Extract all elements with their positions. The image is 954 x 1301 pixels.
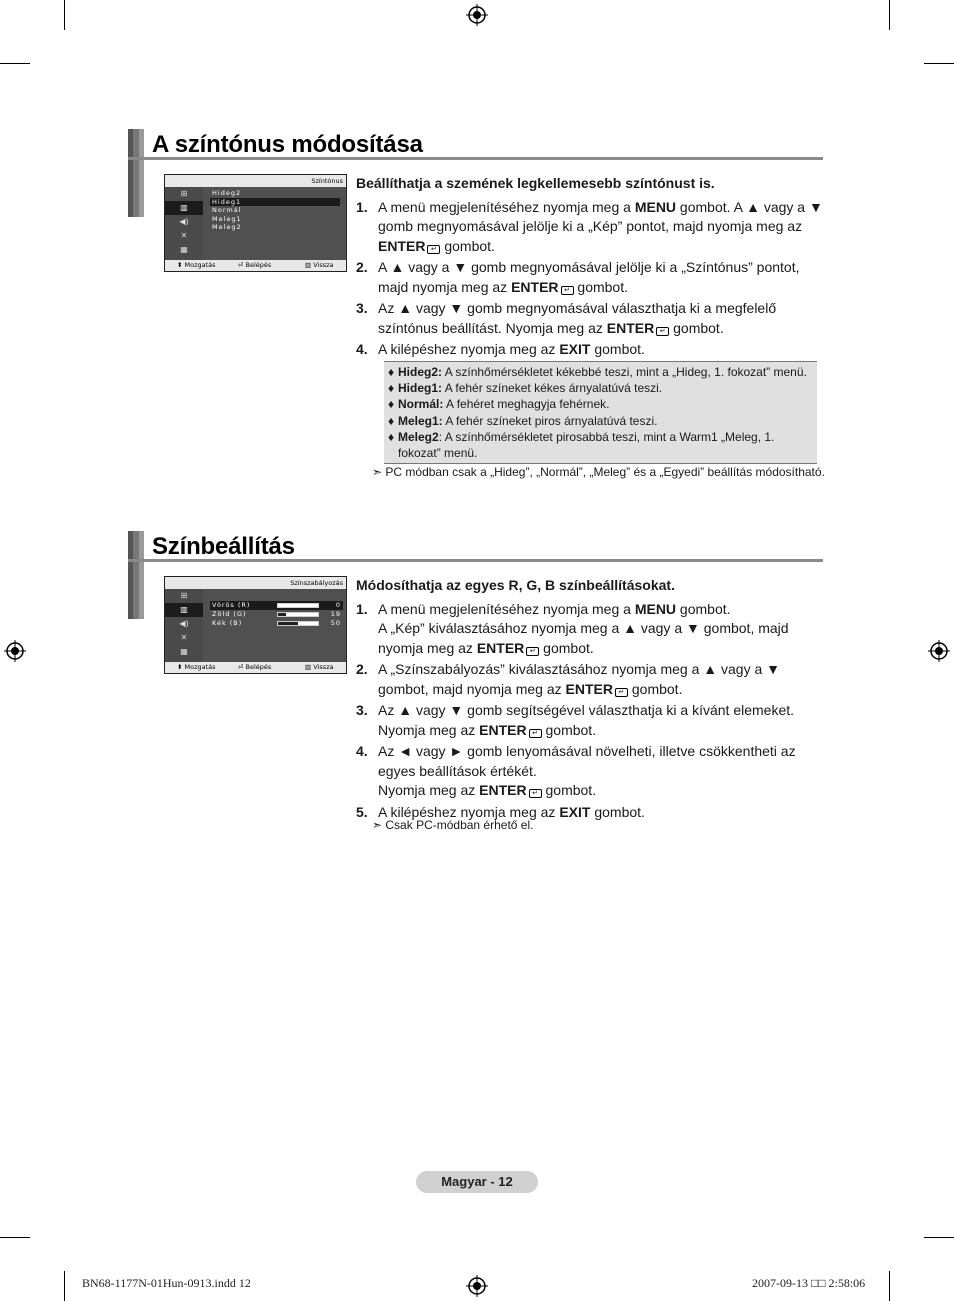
step-number: 5.: [356, 803, 368, 820]
note-item: ♦ Meleg2: A színhőmérsékletet pirosabbá teszi, mint a Warm1 „Meleg, 1. fokozat” menü.: [388, 429, 775, 461]
slider-value: 50: [330, 619, 341, 627]
pc-mode-tip: ➣ PC módban csak a „Hideg”, „Normál”, „Meleg” és a „Egyedi” beállítás módosítható.: [372, 465, 825, 479]
title-row: [128, 129, 823, 160]
input-icon: ⊞: [180, 189, 188, 198]
slider-row-green[interactable]: [210, 610, 343, 619]
move-hint: ⬍ Mozgatás: [177, 663, 216, 671]
key-enter: ENTER: [606, 319, 655, 336]
slider-label: Vörös (R): [212, 601, 251, 609]
note-term: Meleg2: [398, 429, 439, 444]
osd-header: Színtónus: [165, 175, 346, 187]
step-item: [356, 600, 826, 659]
registration-mark-icon: [928, 640, 950, 662]
enter-icon: ↵: [561, 286, 574, 295]
step-number: 2.: [356, 661, 368, 677]
step-text: gombot. A ▲ vagy a ▼ gomb megnyomásával jelölje ki a „Kép” pontot, majd nyomja meg az: [378, 198, 823, 234]
back-hint: ▥ Vissza: [305, 663, 334, 671]
enter-icon: ↵: [427, 245, 440, 254]
lead-text: Beállíthatja a szemének legkellemesebb színtónust is.: [356, 175, 715, 191]
osd-header: Színszabályozás: [165, 577, 346, 589]
footer-timestamp: 2007-09-13 □□ 2:58:06: [752, 1276, 866, 1290]
key-enter: ENTER: [479, 782, 527, 798]
move-label: Mozgatás: [184, 663, 216, 671]
step-text: gombot.: [573, 278, 628, 295]
crop-mark: [64, 1271, 65, 1301]
pc-mode-tip: ➣ Csak PC-módban érhető el.: [372, 818, 534, 832]
sound-icon: ◀): [179, 619, 189, 628]
step-text: gombot.: [669, 319, 724, 336]
input-icon: ⊞: [180, 591, 188, 600]
step-item: [356, 299, 826, 338]
crop-mark: [64, 0, 65, 30]
step-text: Az ▲ vagy ▼ gomb segítségével választhatja ki a kívánt elemeket. Nyomja meg az: [378, 702, 795, 738]
note-item: ♦ Hideg1: A fehér színeket kékes árnyalatúvá teszi.: [388, 381, 663, 396]
crop-mark: [0, 1237, 30, 1238]
step-text: A menü megjelenítéséhez nyomja meg a: [378, 600, 635, 617]
registration-mark-icon: [466, 1275, 488, 1297]
title-row: [128, 531, 823, 562]
enter-icon: ↵: [615, 688, 628, 697]
step-item: [356, 660, 826, 699]
note-text: A színhőmérsékletet kékebbé teszi, mint a „Hideg, 1. fokozat” menü.: [442, 365, 807, 379]
step-text: A „Kép” kiválasztásához nyomja meg a ▲ vagy a ▼ gombot, majd nyomja meg az: [378, 620, 789, 656]
key-enter: ENTER: [476, 639, 525, 656]
enter-icon: ↵: [529, 789, 542, 798]
setup-icon: ▦: [180, 647, 188, 656]
step-text: gombot.: [539, 639, 594, 656]
back-hint: ▥ Vissza: [305, 261, 334, 269]
page-number-badge: Magyar - 12: [416, 1171, 538, 1193]
note-text: A fehéret meghagyja fehérnek.: [443, 397, 610, 412]
osd-footer: [165, 662, 346, 673]
step-text: Nyomja meg az: [378, 782, 480, 798]
slider-label: Zöld (G): [212, 610, 247, 618]
step-number: 4.: [356, 743, 368, 759]
note-item: ♦ Normál: A fehéret meghagyja fehérnek.: [388, 397, 610, 412]
key-menu: MENU: [634, 600, 677, 617]
step-item: [356, 340, 826, 360]
slider-fill: [278, 622, 298, 625]
osd-item[interactable]: Hideg2: [212, 189, 242, 197]
note-term: Hideg1:: [398, 381, 443, 396]
step-number: 1.: [356, 600, 368, 617]
back-label: Vissza: [313, 663, 334, 671]
step-text: A ▲ vagy a ▼ gomb megnyomásával jelölje ki a „Színtónus” pontot, majd nyomja meg az: [378, 259, 800, 295]
step-number: 3.: [356, 702, 368, 718]
step-text: gombot.: [541, 721, 597, 738]
step-number: 1.: [356, 198, 368, 215]
channel-icon: ✕: [180, 231, 188, 240]
step-text: A menü megjelenítéséhez nyomja meg a: [378, 198, 635, 215]
enter-hint: ⏎ Belépés: [238, 261, 272, 269]
slider-track[interactable]: [277, 603, 319, 608]
slider-row-blue[interactable]: [210, 619, 343, 628]
move-hint: ⬍ Mozgatás: [177, 261, 216, 269]
step-text: Az ▲ vagy ▼ gomb megnyomásával választhatja ki a megfelelő színtónus beállítást. Nyomja meg az: [378, 300, 777, 336]
key-exit: EXIT: [559, 803, 591, 820]
step-item: [356, 198, 826, 257]
note-text: : A színhőmérsékletet pirosabbá teszi, mint a Warm1 „Meleg, 1. fokozat” menü.: [398, 429, 775, 461]
note-term: Hideg2:: [398, 365, 443, 379]
slider-track[interactable]: [277, 612, 319, 617]
osd-sidebar: [165, 589, 203, 664]
crop-mark: [889, 0, 890, 30]
move-label: Mozgatás: [184, 261, 216, 269]
osd-slider-list: [210, 601, 343, 628]
back-label: Vissza: [313, 261, 334, 269]
note-text: A fehér színeket piros árnyalatúvá teszi.: [442, 413, 658, 428]
crop-mark: [924, 63, 954, 64]
note-item: ♦ Meleg1: A fehér színeket piros árnyalatúvá teszi.: [388, 413, 658, 428]
enter-hint: ⏎ Belépés: [238, 663, 272, 671]
enter-icon: ↵: [529, 729, 542, 738]
crop-mark: [889, 1271, 890, 1301]
osd-item[interactable]: Meleg2: [212, 223, 242, 231]
channel-icon: ✕: [180, 633, 188, 642]
setup-icon: ▦: [180, 245, 188, 254]
slider-label: Kék (B): [212, 619, 243, 627]
slider-row-red[interactable]: [210, 601, 343, 610]
step-text: gombot.: [440, 237, 495, 254]
note-text: A fehér színeket kékes árnyalatúvá teszi.: [442, 381, 663, 396]
enter-icon: ↵: [526, 647, 539, 656]
step-number: 3.: [356, 300, 368, 316]
key-menu: MENU: [634, 198, 677, 215]
slider-value: 19: [330, 610, 341, 618]
step-text: gombot.: [590, 341, 645, 357]
registration-mark-icon: [4, 640, 26, 662]
step-text: Az ◄ vagy ► gomb lenyomásával növelheti, illetve csökkentheti az egyes beállítások értékét.: [378, 743, 796, 779]
section-title: A színtónus módosítása: [152, 131, 423, 158]
key-enter: ENTER: [511, 278, 559, 295]
step-text: gombot.: [541, 782, 597, 798]
section-title: Színbeállítás: [152, 533, 295, 560]
osd-item-list: [210, 189, 340, 232]
note-item: ♦ Hideg2: A színhőmérsékletet kékebbé teszi, mint a „Hideg, 1. fokozat” menü.: [388, 365, 807, 379]
instructions-szinbeallitas: [356, 576, 826, 824]
crop-mark: [924, 1237, 954, 1238]
enter-label: Belépés: [245, 261, 272, 269]
step-text: A „Színszabályozás” kiválasztásához nyomja meg a ▲ vagy a ▼ gombot, majd nyomja meg az: [378, 661, 781, 697]
osd-footer: [165, 260, 346, 271]
step-text: gombot.: [590, 803, 645, 820]
tone-notes-box: [384, 361, 817, 464]
crop-mark: [0, 63, 30, 64]
step-text: gombot.: [627, 680, 683, 697]
picture-icon: ▥: [165, 201, 203, 215]
slider-fill: [278, 613, 286, 616]
step-text: gombot.: [676, 600, 731, 617]
osd-szintonus-menu: [164, 174, 347, 272]
step-number: 4.: [356, 341, 368, 357]
step-number: 2.: [356, 259, 368, 275]
note-term: Meleg1:: [398, 413, 443, 428]
picture-icon: ▥: [165, 603, 203, 617]
instructions-szintonus: [356, 174, 826, 362]
lead-text: Módosíthatja az egyes R, G, B színbeállításokat.: [356, 577, 675, 593]
enter-icon: ↵: [656, 327, 669, 336]
slider-track[interactable]: [277, 621, 319, 626]
slider-value: 0: [335, 601, 341, 609]
osd-item-selected[interactable]: Hideg1: [210, 198, 340, 207]
sound-icon: ◀): [179, 217, 189, 226]
enter-label: Belépés: [245, 663, 272, 671]
osd-sidebar: [165, 187, 203, 262]
step-item: [356, 701, 826, 740]
key-enter: ENTER: [378, 237, 426, 254]
step-text: A kilépéshez nyomja meg az: [378, 803, 560, 820]
osd-item[interactable]: Normál: [212, 206, 242, 214]
step-text: A kilépéshez nyomja meg az: [378, 341, 560, 357]
note-term: Normál:: [398, 397, 444, 412]
key-enter: ENTER: [479, 721, 527, 738]
footer-filename: BN68-1177N-01Hun-0913.indd 12: [82, 1276, 251, 1290]
registration-mark-icon: [466, 4, 488, 26]
osd-szinszabalyozas-menu: [164, 576, 347, 674]
osd-item[interactable]: Meleg1: [212, 214, 242, 223]
key-exit: EXIT: [559, 341, 591, 357]
step-item: [356, 742, 826, 801]
step-item: [356, 258, 826, 297]
key-enter: ENTER: [565, 680, 613, 697]
